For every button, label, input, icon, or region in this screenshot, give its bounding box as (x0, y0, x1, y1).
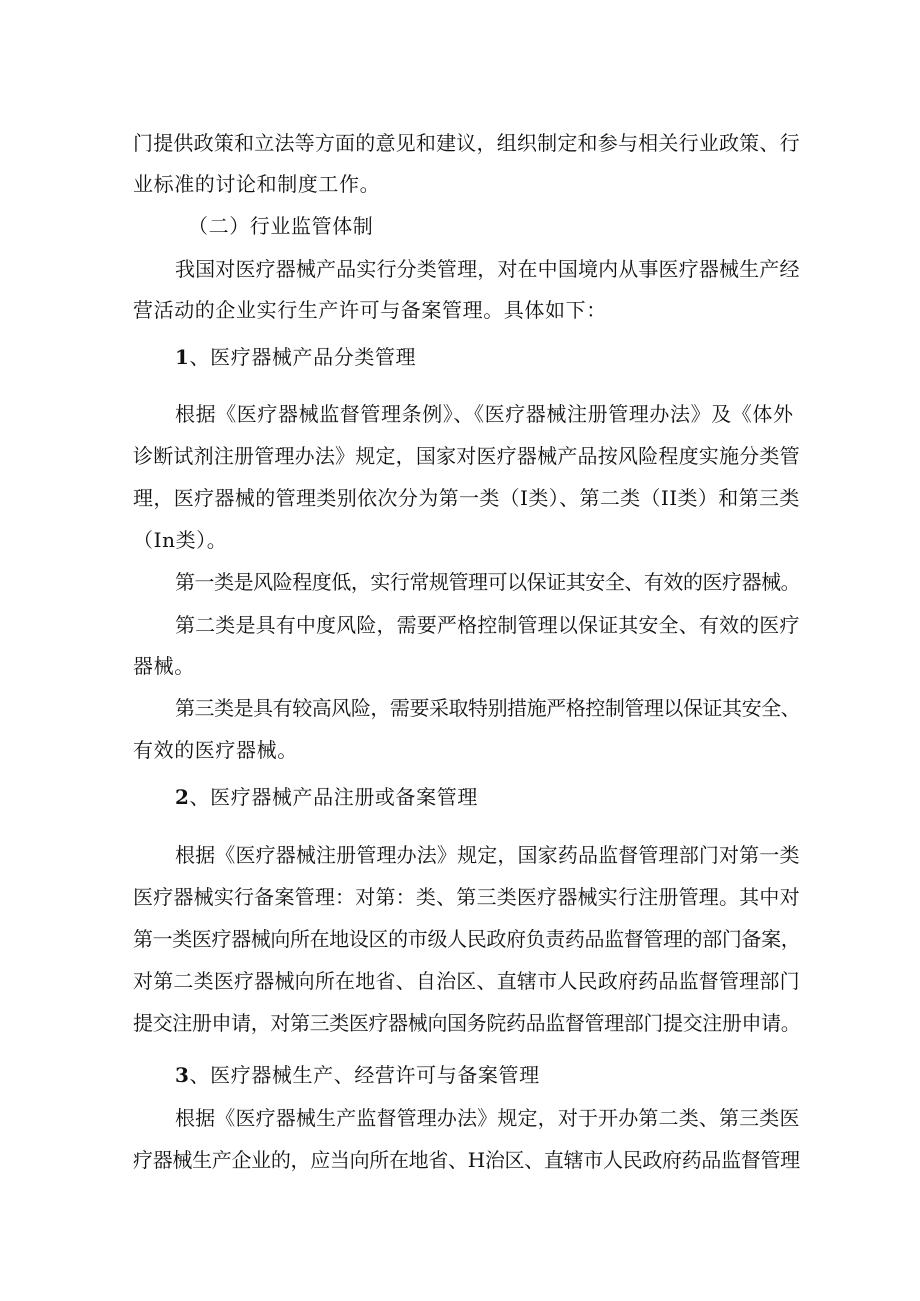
para-5-line-5: 提交注册申请，对第三类医疗器械向国务院药品监督管理部门提交注册申请。 (133, 1011, 801, 1035)
section-para-line-2: 营活动的企业实行生产许可与备案管理。具体如下： (133, 298, 607, 322)
intro-line-1: 门提供政策和立法等方面的意见和建议，组织制定和参与相关行业政策、行 (133, 131, 800, 155)
para-5-line-3: 第一类医疗器械向所在地设区的市级人民政府负责药品监督管理的部门备案， (133, 927, 801, 951)
para-3-line-2: 器械。 (133, 654, 195, 678)
heading-1-text: 、医疗器械产品分类管理 (189, 345, 417, 369)
para-5-line-1: 根据《医疗器械注册管理办法》规定，国家药品监督管理部门对第一类 (175, 843, 800, 867)
heading-2 (175, 785, 478, 809)
heading-1 (175, 345, 416, 369)
para-5-line-2: 医疗器械实行备案管理：对第：类、第三类医疗器械实行注册管理。其中对 (133, 885, 800, 909)
para-1-line-2: 诊断试剂注册管理办法》规定，国家对医疗器械产品按风险程度实施分类管 (133, 444, 800, 468)
para-1-line-1: 根据《医疗器械监督管理条例》、《医疗器械注册管理办法》及《体外 (175, 402, 794, 426)
heading-3 (175, 1063, 540, 1087)
heading-1-number: 1 (175, 345, 190, 369)
para-2-line-1: 第一类是风险程度低，实行常规管理可以保证其安全、有效的医疗器械。 (175, 570, 801, 594)
para-1-line-4: （In类）。 (133, 528, 228, 552)
para-6-line-1: 根据《医疗器械生产监督管理办法》规定，对于开办第二类、第三类医 (175, 1106, 800, 1130)
para-3-line-1: 第二类是具有中度风险，需要严格控制管理以保证其安全、有效的医疗 (175, 613, 800, 637)
heading-3-number: 3 (175, 1063, 190, 1087)
section-title: （二）行业监管体制 (188, 214, 374, 238)
para-5-line-4: 对第二类医疗器械向所在地省、自治区、直辖市人民政府药品监督管理部门 (133, 969, 800, 993)
intro-line-2: 业标准的讨论和制度工作。 (133, 172, 381, 196)
para-1-line-3: 理，医疗器械的管理类别依次分为第一类（I类）、第二类（II类）和第三类 (133, 486, 800, 510)
heading-2-text: 、医疗器械产品注册或备案管理 (189, 785, 478, 809)
heading-2-number: 2 (175, 785, 190, 809)
heading-3-text: 、医疗器械生产、经营许可与备案管理 (189, 1063, 540, 1087)
para-4-line-1: 第三类是具有较高风险，需要采取特别措施严格控制管理以保证其安全、 (175, 696, 801, 720)
para-4-line-2: 有效的医疗器械。 (133, 738, 298, 762)
para-6-line-2: 疗器械生产企业的，应当向所在地省、H治区、直辖市人民政府药品监督管理 (133, 1148, 800, 1172)
section-para-line-1: 我国对医疗器械产品实行分类管理，对在中国境内从事医疗器械生产经 (175, 257, 800, 281)
